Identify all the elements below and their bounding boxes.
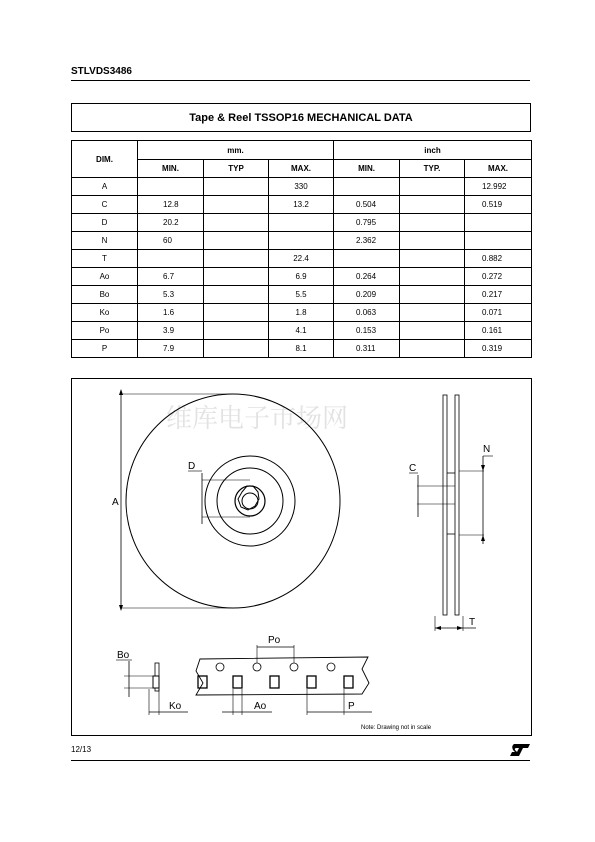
value-cell-mm-min (138, 250, 204, 268)
value-cell-mm-max: 4.1 (269, 322, 334, 340)
value-cell-mm-min: 20.2 (138, 214, 204, 232)
drawing-note: Note: Drawing not in scale (361, 725, 432, 731)
reel-diagram-svg (72, 379, 531, 735)
value-cell-mm-max: 13.2 (269, 196, 334, 214)
value-cell-mm-max: 330 (269, 178, 334, 196)
value-cell-in-typ (400, 232, 465, 250)
tape-top-outline (196, 657, 369, 695)
reel-hub-outer (205, 456, 295, 546)
value-cell-mm-min: 7.9 (138, 340, 204, 358)
value-cell-in-max: 0.161 (465, 322, 532, 340)
page-number: 12/13 (71, 745, 92, 754)
table-row (72, 322, 532, 340)
label-a: A (112, 497, 119, 508)
table-row (72, 214, 532, 232)
value-cell-mm-typ (204, 250, 269, 268)
sprocket-holes (216, 663, 335, 671)
sprocket-hole (216, 663, 224, 671)
column-header: MIN. (138, 160, 204, 178)
value-cell-in-max: 12.992 (465, 178, 532, 196)
label-c: C (409, 463, 417, 474)
value-cell-in-max (465, 232, 532, 250)
value-cell-in-typ (400, 196, 465, 214)
label-n: N (483, 444, 491, 455)
table-body (72, 178, 532, 358)
value-cell-in-max: 0.319 (465, 340, 532, 358)
table-row (72, 178, 532, 196)
value-cell-mm-max: 22.4 (269, 250, 334, 268)
table-title: Tape & Reel TSSOP16 MECHANICAL DATA (71, 103, 531, 132)
st-logo-icon (509, 743, 531, 762)
header-divider (71, 80, 530, 81)
dim-cell: Ko (72, 304, 138, 322)
value-cell-mm-typ (204, 232, 269, 250)
dim-cell: Ao (72, 268, 138, 286)
value-cell-in-max (465, 214, 532, 232)
mm-group-header: mm. (138, 141, 334, 160)
sprocket-hole (327, 663, 335, 671)
dim-header: DIM. (72, 141, 138, 178)
inch-group-header: inch (334, 141, 532, 160)
value-cell-mm-max: 6.9 (269, 268, 334, 286)
value-cell-mm-min: 6.7 (138, 268, 204, 286)
value-cell-mm-max (269, 232, 334, 250)
value-cell-mm-min: 12.8 (138, 196, 204, 214)
reel-hub-inner (217, 468, 283, 534)
value-cell-in-min: 0.209 (334, 286, 400, 304)
value-cell-in-min: 2.362 (334, 232, 400, 250)
tape-pocket (233, 676, 242, 688)
dim-t-arrow-left (435, 626, 441, 630)
value-cell-mm-max: 1.8 (269, 304, 334, 322)
value-cell-in-max: 0.217 (465, 286, 532, 304)
value-cell-mm-min: 5.3 (138, 286, 204, 304)
value-cell-mm-max (269, 214, 334, 232)
value-cell-in-min: 0.063 (334, 304, 400, 322)
table-row (72, 268, 532, 286)
value-cell-mm-typ (204, 340, 269, 358)
reel-flange-left (443, 395, 447, 615)
dim-cell: A (72, 178, 138, 196)
value-cell-in-typ (400, 304, 465, 322)
value-cell-mm-max: 8.1 (269, 340, 334, 358)
column-header: MIN. (334, 160, 400, 178)
tape-pocket (270, 676, 279, 688)
label-bo: Bo (117, 650, 130, 661)
dim-cell: Po (72, 322, 138, 340)
value-cell-mm-max: 5.5 (269, 286, 334, 304)
mechanical-data-table (71, 140, 532, 358)
value-cell-in-typ (400, 214, 465, 232)
sprocket-hole (253, 663, 261, 671)
value-cell-in-min: 0.264 (334, 268, 400, 286)
reel-arbor-hole (235, 486, 265, 516)
value-cell-mm-typ (204, 178, 269, 196)
value-cell-mm-typ (204, 322, 269, 340)
value-cell-mm-typ (204, 268, 269, 286)
label-d: D (188, 461, 196, 472)
value-cell-in-max: 0.519 (465, 196, 532, 214)
dim-cell: D (72, 214, 138, 232)
dim-cell: T (72, 250, 138, 268)
st-logo-svg (509, 743, 531, 757)
tape-side-pocket (153, 676, 159, 688)
reel-center-mark (242, 493, 258, 509)
value-cell-in-typ (400, 268, 465, 286)
dim-cell: C (72, 196, 138, 214)
column-header: TYP. (400, 160, 465, 178)
value-cell-in-typ (400, 340, 465, 358)
value-cell-mm-typ (204, 304, 269, 322)
sprocket-hole (290, 663, 298, 671)
dim-cell: P (72, 340, 138, 358)
dim-n-arrow-bottom (481, 535, 485, 541)
table-row (72, 250, 532, 268)
value-cell-mm-typ (204, 214, 269, 232)
value-cell-in-min: 0.153 (334, 322, 400, 340)
column-header: TYP (204, 160, 269, 178)
value-cell-mm-min: 60 (138, 232, 204, 250)
value-cell-in-min (334, 250, 400, 268)
value-cell-mm-typ (204, 286, 269, 304)
value-cell-in-min: 0.504 (334, 196, 400, 214)
value-cell-in-typ (400, 178, 465, 196)
table-row (72, 286, 532, 304)
value-cell-mm-min: 3.9 (138, 322, 204, 340)
table-row (72, 196, 532, 214)
value-cell-in-min: 0.311 (334, 340, 400, 358)
dim-t-arrow-right (457, 626, 463, 630)
dim-n-arrow-top (481, 465, 485, 471)
reel-flange-right (455, 395, 459, 615)
tape-pocket (344, 676, 353, 688)
column-header: MAX. (269, 160, 334, 178)
value-cell-mm-typ (204, 196, 269, 214)
footer-divider (71, 760, 530, 761)
value-cell-in-max: 0.272 (465, 268, 532, 286)
tape-pocket (307, 676, 316, 688)
dim-cell: Bo (72, 286, 138, 304)
value-cell-mm-min (138, 178, 204, 196)
label-t: T (469, 617, 476, 628)
value-cell-in-min: 0.795 (334, 214, 400, 232)
value-cell-in-min (334, 178, 400, 196)
label-ao: Ao (254, 701, 267, 712)
label-p: P (348, 701, 355, 712)
tape-pockets (198, 676, 353, 688)
value-cell-in-typ (400, 286, 465, 304)
column-header: MAX. (465, 160, 532, 178)
label-po: Po (268, 635, 281, 646)
tape-reel-drawing (71, 378, 532, 736)
value-cell-in-typ (400, 322, 465, 340)
document-title: STLVDS3486 (71, 66, 132, 77)
watermark-text: 维库电子市场网 (165, 404, 349, 434)
table-row (72, 232, 532, 250)
table-row (72, 304, 532, 322)
value-cell-mm-min: 1.6 (138, 304, 204, 322)
table-row (72, 340, 532, 358)
value-cell-in-typ (400, 250, 465, 268)
dim-cell: N (72, 232, 138, 250)
value-cell-in-max: 0.071 (465, 304, 532, 322)
value-cell-in-max: 0.882 (465, 250, 532, 268)
label-ko: Ko (169, 701, 182, 712)
